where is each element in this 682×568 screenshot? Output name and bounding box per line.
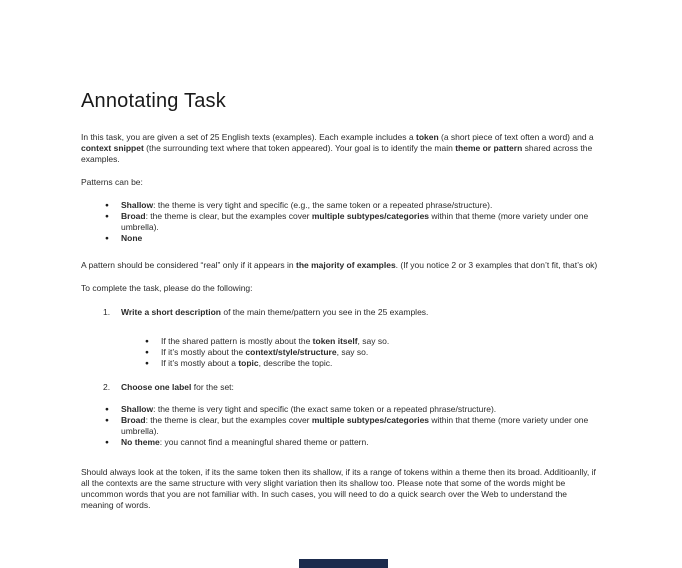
- bullet-icon: ●: [145, 360, 149, 367]
- step-2-sublist: [81, 404, 601, 448]
- list-item-text: If it’s mostly about a topic, describe the topic.: [161, 358, 333, 368]
- list-item-text: Broad: the theme is clear, but the examples cover multiple subtypes/categories within that theme (more variety under one umbrella).: [121, 415, 589, 436]
- step-1: [81, 307, 601, 318]
- step-text: Write a short description of the main theme/pattern you see in the 25 examples.: [121, 307, 429, 317]
- list-item-text: Broad: the theme is clear, but the examples cover multiple subtypes/categories within that theme (more variety under one umbrella).: [121, 211, 589, 232]
- bullet-icon: ●: [145, 338, 149, 345]
- bullet-icon: ●: [105, 235, 109, 242]
- list-item-text: No theme: you cannot find a meaningful shared theme or pattern.: [121, 437, 369, 447]
- step-number: 1.: [103, 307, 111, 317]
- list-item-broad: [81, 211, 601, 233]
- step-2: [81, 382, 601, 393]
- closing-paragraph: Should always look at the token, if its the same token then its shallow, if its a range of tokens within a theme then its broad. Additioanlly, if all the contexts are the same structure with very slight variation then its shallow too. Please note that some of the words might be uncommon words that you are not familiar with. In such cases, you will need to do a quick search over the Web to understand the meaning of words.: [81, 467, 596, 510]
- bullet-icon: ●: [105, 406, 109, 413]
- list-item-text: Shallow: the theme is very tight and specific (the exact same token or a repeated phrase/structure).: [121, 404, 497, 414]
- bullet-icon: ●: [105, 439, 109, 446]
- list-item-shallow: [81, 200, 601, 211]
- step-1-sublist: [81, 336, 601, 369]
- list-item-none: [81, 233, 601, 244]
- real-pattern-note: A pattern should be considered “real” only if it appears in the majority of examples. (If you notice 2 or 3 examples that don’t fit, that’s ok): [81, 260, 598, 270]
- steps-list: [81, 307, 601, 448]
- label-item-broad: [81, 415, 601, 437]
- list-item-text: If the shared pattern is mostly about the token itself, say so.: [161, 336, 390, 346]
- patterns-lead: Patterns can be:: [81, 177, 143, 187]
- bullet-icon: ●: [105, 213, 109, 220]
- bullet-icon: ●: [105, 417, 109, 424]
- bottom-bar: [299, 559, 388, 568]
- list-item-text: Shallow: the theme is very tight and specific (e.g., the same token or a repeated phrase/structure).: [121, 200, 493, 210]
- label-item-shallow: [81, 404, 601, 415]
- sub-item-topic: [81, 358, 601, 369]
- page-title: Annotating Task: [81, 90, 226, 112]
- label-item-no-theme: [81, 437, 601, 448]
- step-text: Choose one label for the set:: [121, 382, 234, 392]
- step-number: 2.: [103, 382, 111, 392]
- list-item-text: If it’s mostly about the context/style/structure, say so.: [161, 347, 369, 357]
- patterns-list: [81, 200, 601, 244]
- bullet-icon: ●: [105, 202, 109, 209]
- sub-item-context: [81, 347, 601, 358]
- document-content: [81, 88, 601, 511]
- bullet-icon: ●: [145, 349, 149, 356]
- list-item-text: None: [121, 233, 143, 243]
- sub-item-token: [81, 336, 601, 347]
- steps-lead: To complete the task, please do the following:: [81, 283, 253, 293]
- intro-paragraph: In this task, you are given a set of 25 English texts (examples). Each example includes a token (a short piece of text often a word) and a context snippet (the surrounding text where that token appeared). Your goal is to identify the main theme or pattern shared across the examples.: [81, 132, 594, 164]
